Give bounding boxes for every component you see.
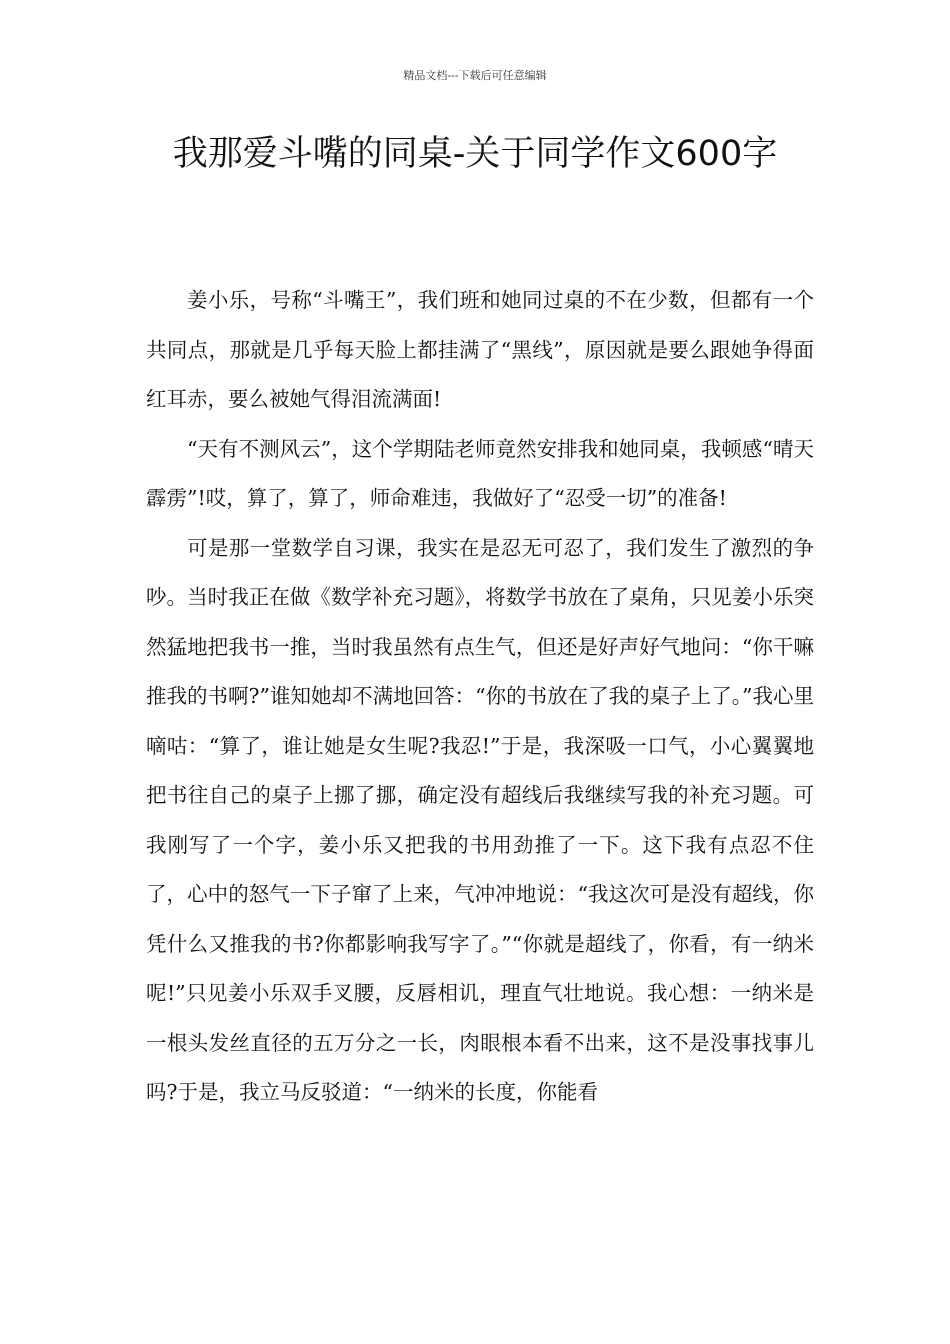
paragraph: “天有不测风云”，这个学期陆老师竟然安排我和她同桌，我顿感“晴天霹雳”!哎，算了，算了，师命难违，我做好了“忍受一切”的准备! <box>146 436 814 510</box>
paragraph: 可是那一堂数学自习课，我实在是忍无可忍了，我们发生了激烈的争吵。当时我正在做《数学补充习题》，将数学书放在了桌角，只见姜小乐突然猛地把我书一推，当时我虽然有点生气，但还是好声好气地问：“你干嘛推我的书啊?”谁知她却不满地回答：“你的书放在了我的桌子上了。”我心里嘀咕：“算了，谁让她是女生呢?我忍!”于是，我深吸一口气，小心翼翼地把书往自己的桌子上挪了挪，确定没有超线后我继续写我的补充习题。可我刚写了一个字，姜小乐又把我的书用劲推了一下。这下我有点忍不住了，心中的怒气一下子窜了上来，气冲冲地说：“我这次可是没有超线，你凭什么又推我的书?你都影响我写字了。”“你就是超线了，你看，有一纳米呢!”只见姜小乐双手叉腰，反唇相讥，理直气壮地说。我心想：一纳米是一根头发丝直径的五万分之一长，肉眼根本看不出来，这不是没事找事儿吗?于是，我立马反驳道：“一纳米的长度，你能看 <box>146 535 814 1104</box>
header-note: 精品文档---下载后可任意编辑 <box>403 69 547 82</box>
document-title: 我那爱斗嘴的同桌-关于同学作文600字 <box>172 134 778 174</box>
document-body <box>146 276 814 1118</box>
paragraph: 姜小乐，号称“斗嘴王”，我们班和她同过桌的不在少数，但都有一个共同点，那就是几乎每天脸上都挂满了“黑线”，原因就是要么跟她争得面红耳赤，要么被她气得泪流满面! <box>146 288 814 411</box>
